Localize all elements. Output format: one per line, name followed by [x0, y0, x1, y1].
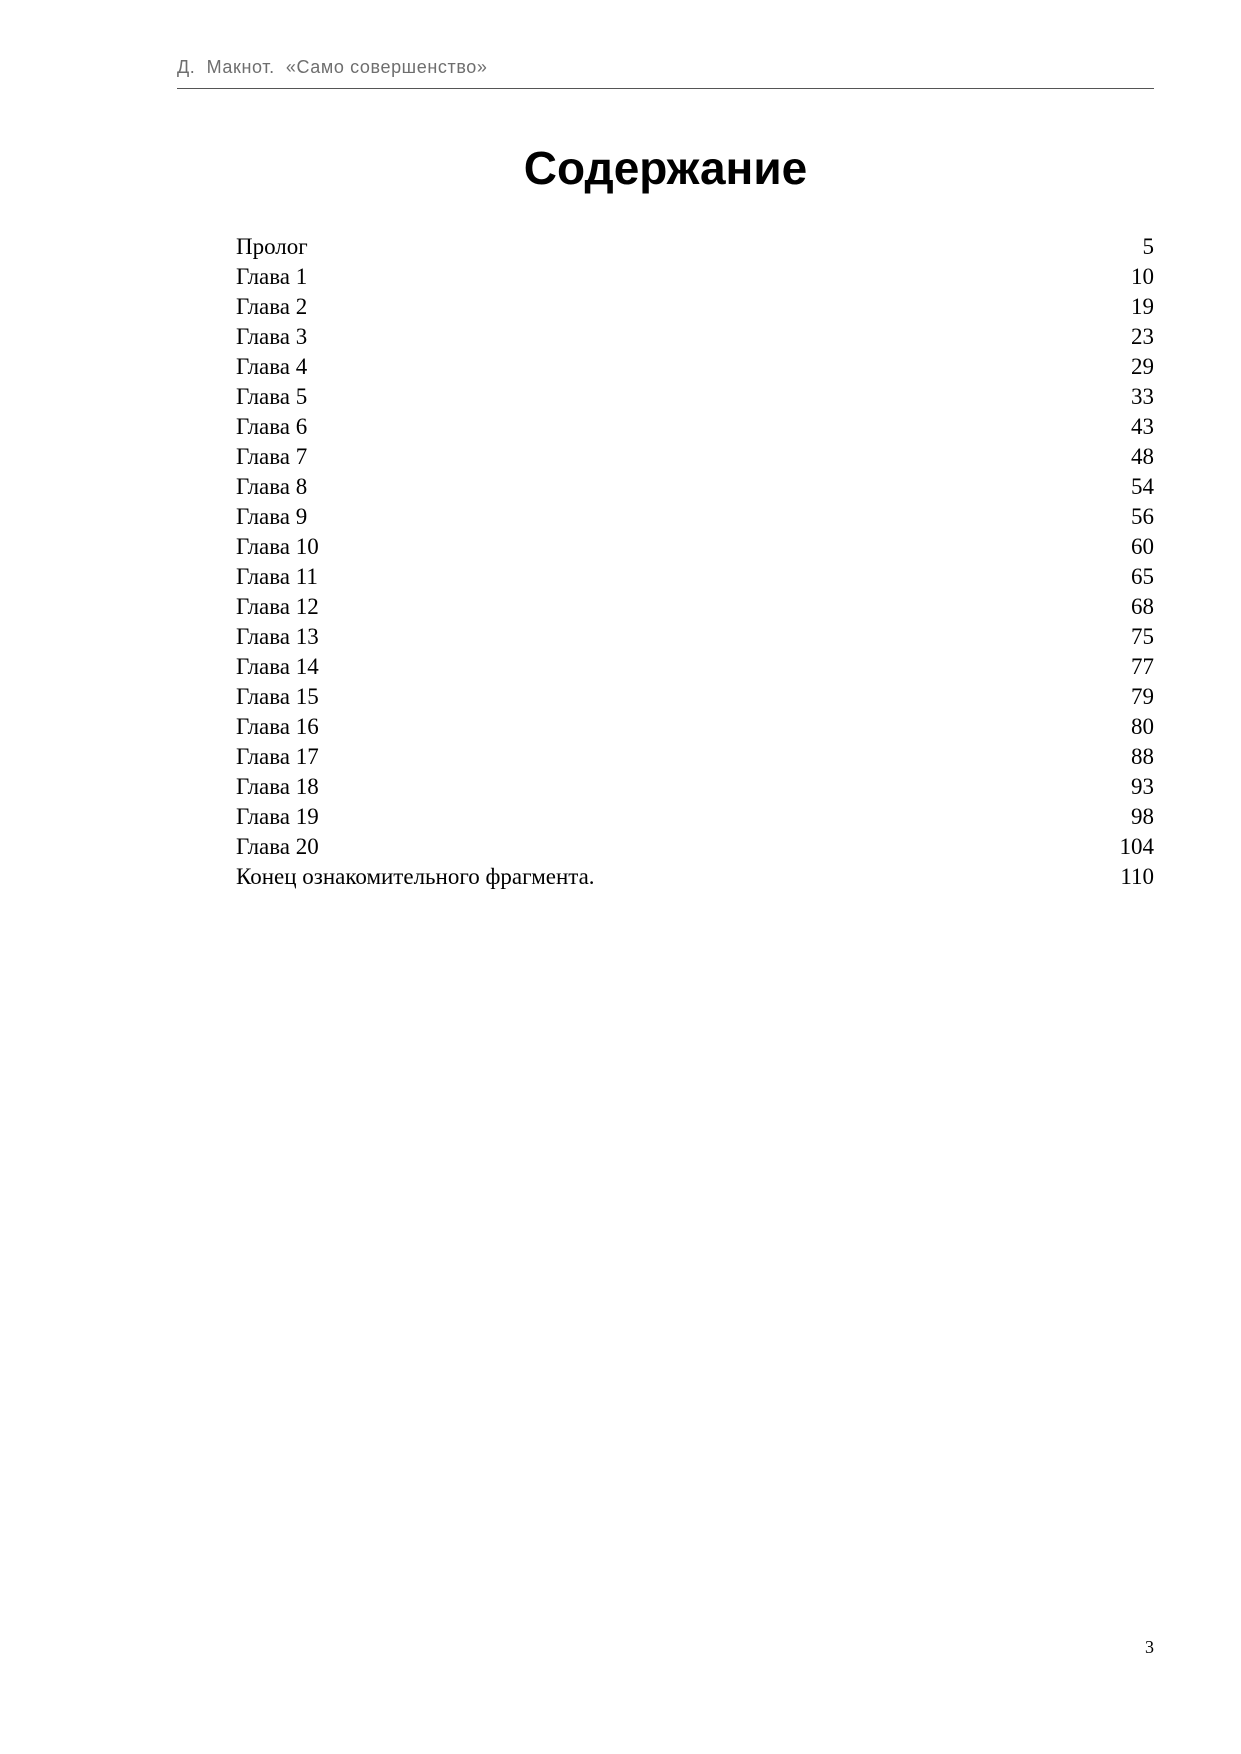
toc-entry-page: 88: [1131, 744, 1154, 769]
toc-entry-end-of-excerpt[interactable]: [236, 862, 1154, 892]
toc-entry-chapter-19[interactable]: [236, 802, 1154, 832]
toc-entry-chapter-1[interactable]: [236, 262, 1154, 292]
toc-entry-page: 48: [1131, 444, 1154, 469]
toc-entry-page: 104: [1119, 834, 1154, 859]
toc-entry-chapter-11[interactable]: [236, 562, 1154, 592]
toc-entry-label: Глава 4: [236, 354, 308, 379]
toc-entry-chapter-13[interactable]: [236, 622, 1154, 652]
toc-entry-prologue[interactable]: [236, 232, 1154, 262]
toc-entry-label: Глава 1: [236, 264, 308, 289]
toc-entry-chapter-10[interactable]: [236, 532, 1154, 562]
toc-entry-chapter-12[interactable]: [236, 592, 1154, 622]
toc-entry-chapter-20[interactable]: [236, 832, 1154, 862]
toc-entry-label: Глава 5: [236, 384, 308, 409]
toc-entry-label: Пролог: [236, 234, 308, 259]
header-divider: [177, 88, 1154, 89]
toc-entry-page: 19: [1131, 294, 1154, 319]
toc-entry-page: 29: [1131, 354, 1154, 379]
toc-entry-page: 93: [1131, 774, 1154, 799]
toc-entry-chapter-9[interactable]: [236, 502, 1154, 532]
toc-entry-page: 10: [1131, 264, 1154, 289]
toc-entry-page: 5: [1142, 234, 1154, 259]
toc-entry-label: Глава 16: [236, 714, 319, 739]
page-number: 3: [1145, 1637, 1154, 1657]
toc-entry-page: 60: [1131, 534, 1154, 559]
toc-entry-label: Глава 2: [236, 294, 308, 319]
toc-entry-page: 54: [1131, 474, 1154, 499]
toc-entry-page: 75: [1131, 624, 1154, 649]
toc-entry-label: Глава 13: [236, 624, 319, 649]
toc-entry-label: Глава 19: [236, 804, 319, 829]
toc-entry-chapter-3[interactable]: [236, 322, 1154, 352]
toc-entry-chapter-2[interactable]: [236, 292, 1154, 322]
toc-entry-page: 33: [1131, 384, 1154, 409]
toc-entry-label: Конец ознакомительного фрагмента.: [236, 864, 595, 889]
toc-entry-page: 23: [1131, 324, 1154, 349]
toc-entry-label: Глава 17: [236, 744, 319, 769]
toc-entry-page: 110: [1120, 864, 1154, 889]
running-head: Д. Макнот. «Само совершенство»: [177, 57, 488, 77]
toc-entry-label: Глава 10: [236, 534, 319, 559]
toc-entry-page: 65: [1131, 564, 1154, 589]
toc-entry-label: Глава 9: [236, 504, 308, 529]
toc-entry-label: Глава 6: [236, 414, 308, 439]
toc-entry-chapter-4[interactable]: [236, 352, 1154, 382]
toc-entry-chapter-14[interactable]: [236, 652, 1154, 682]
toc-entry-page: 98: [1131, 804, 1154, 829]
toc-entry-chapter-5[interactable]: [236, 382, 1154, 412]
toc-entry-page: 77: [1131, 654, 1154, 679]
toc-entry-page: 79: [1131, 684, 1154, 709]
toc-entry-label: Глава 12: [236, 594, 319, 619]
toc-entry-chapter-7[interactable]: [236, 442, 1154, 472]
toc-entry-chapter-17[interactable]: [236, 742, 1154, 772]
toc-entry-label: Глава 8: [236, 474, 308, 499]
toc-entry-page: 68: [1131, 594, 1154, 619]
toc-entry-label: Глава 3: [236, 324, 308, 349]
toc-entry-page: 43: [1131, 414, 1154, 439]
toc-entry-label: Глава 15: [236, 684, 319, 709]
toc-entry-label: Глава 20: [236, 834, 319, 859]
toc-entry-chapter-6[interactable]: [236, 412, 1154, 442]
toc-entry-chapter-18[interactable]: [236, 772, 1154, 802]
page-title: Содержание: [523, 142, 808, 194]
toc-entry-chapter-8[interactable]: [236, 472, 1154, 502]
toc-entry-chapter-16[interactable]: [236, 712, 1154, 742]
toc-entry-label: Глава 7: [236, 444, 308, 469]
toc-entry-page: 56: [1131, 504, 1154, 529]
toc-entry-chapter-15[interactable]: [236, 682, 1154, 712]
toc-entry-label: Глава 11: [236, 564, 318, 589]
toc-entry-page: 80: [1131, 714, 1154, 739]
toc-entry-label: Глава 14: [236, 654, 319, 679]
table-of-contents: [236, 232, 1154, 892]
toc-entry-label: Глава 18: [236, 774, 319, 799]
